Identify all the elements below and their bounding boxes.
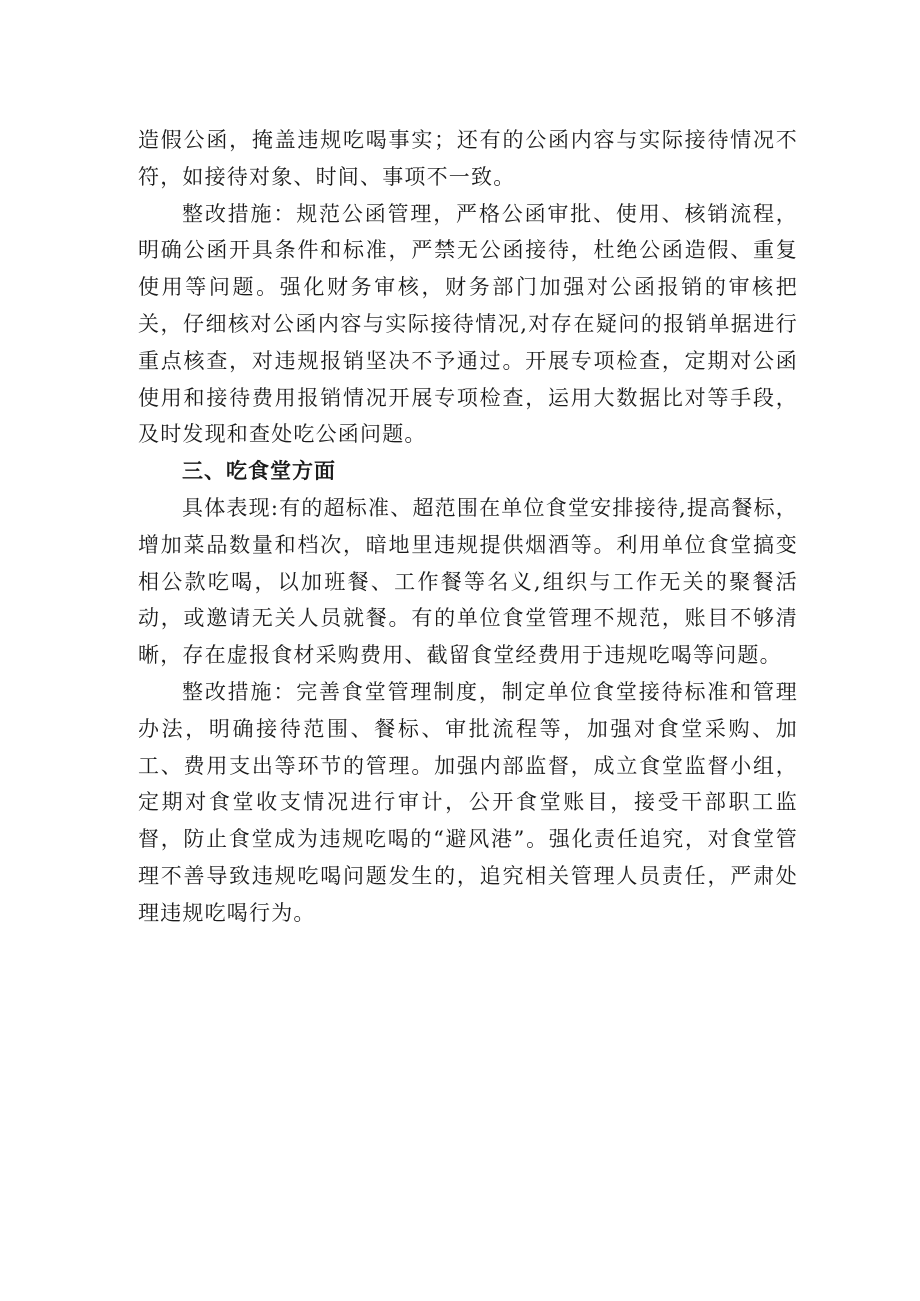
section-heading-canteen: 三、吃食堂方面 [182, 459, 336, 484]
paragraph-continuation: 造假公函，掩盖违规吃喝事实；还有的公函内容与实际接待情况不符，如接待对象、时间、事项不一致。 [138, 128, 798, 189]
paragraph-rectification-measures-letters: 整改措施：规范公函管理，严格公函审批、使用、核销流程，明确公函开具条件和标准，严禁无公函接待，杜绝公函造假、重复使用等问题。强化财务审核，财务部门加强对公函报销的审核把关，仔细核对公函内容与实际接待情况,对存在疑问的报销单据进行重点核查，对违规报销坚决不予通过。开展专项检查，定期对公函使用和接待费用报销情况开展专项检查，运用大数据比对等手段，及时发现和查处吃公函问题。 [138, 201, 798, 447]
paragraph-specific-manifestations: 具体表现:有的超标准、超范围在单位食堂安排接待,提高餐标，增加菜品数量和档次，暗地里违规提供烟酒等。利用单位食堂搞变相公款吃喝，以加班餐、工作餐等名义,组织与工作无关的聚餐活动，或邀请无关人员就餐。有的单位食堂管理不规范，账目不够清晰，存在虚报食材采购费用、截留食堂经费用于违规吃喝等问题。 [138, 495, 798, 668]
document-body [138, 122, 798, 932]
paragraph-rectification-measures-canteen: 整改措施：完善食堂管理制度，制定单位食堂接待标准和管理办法，明确接待范围、餐标、审批流程等，加强对食堂采购、加工、费用支出等环节的管理。加强内部监督，成立食堂监督小组，定期对食堂收支情况进行审计，公开食堂账目，接受干部职工监督，防止食堂成为违规吃喝的“避风港”。强化责任追究，对食堂管理不善导致违规吃喝问题发生的，追究相关管理人员责任，严肃处理违规吃喝行为。 [138, 679, 798, 925]
